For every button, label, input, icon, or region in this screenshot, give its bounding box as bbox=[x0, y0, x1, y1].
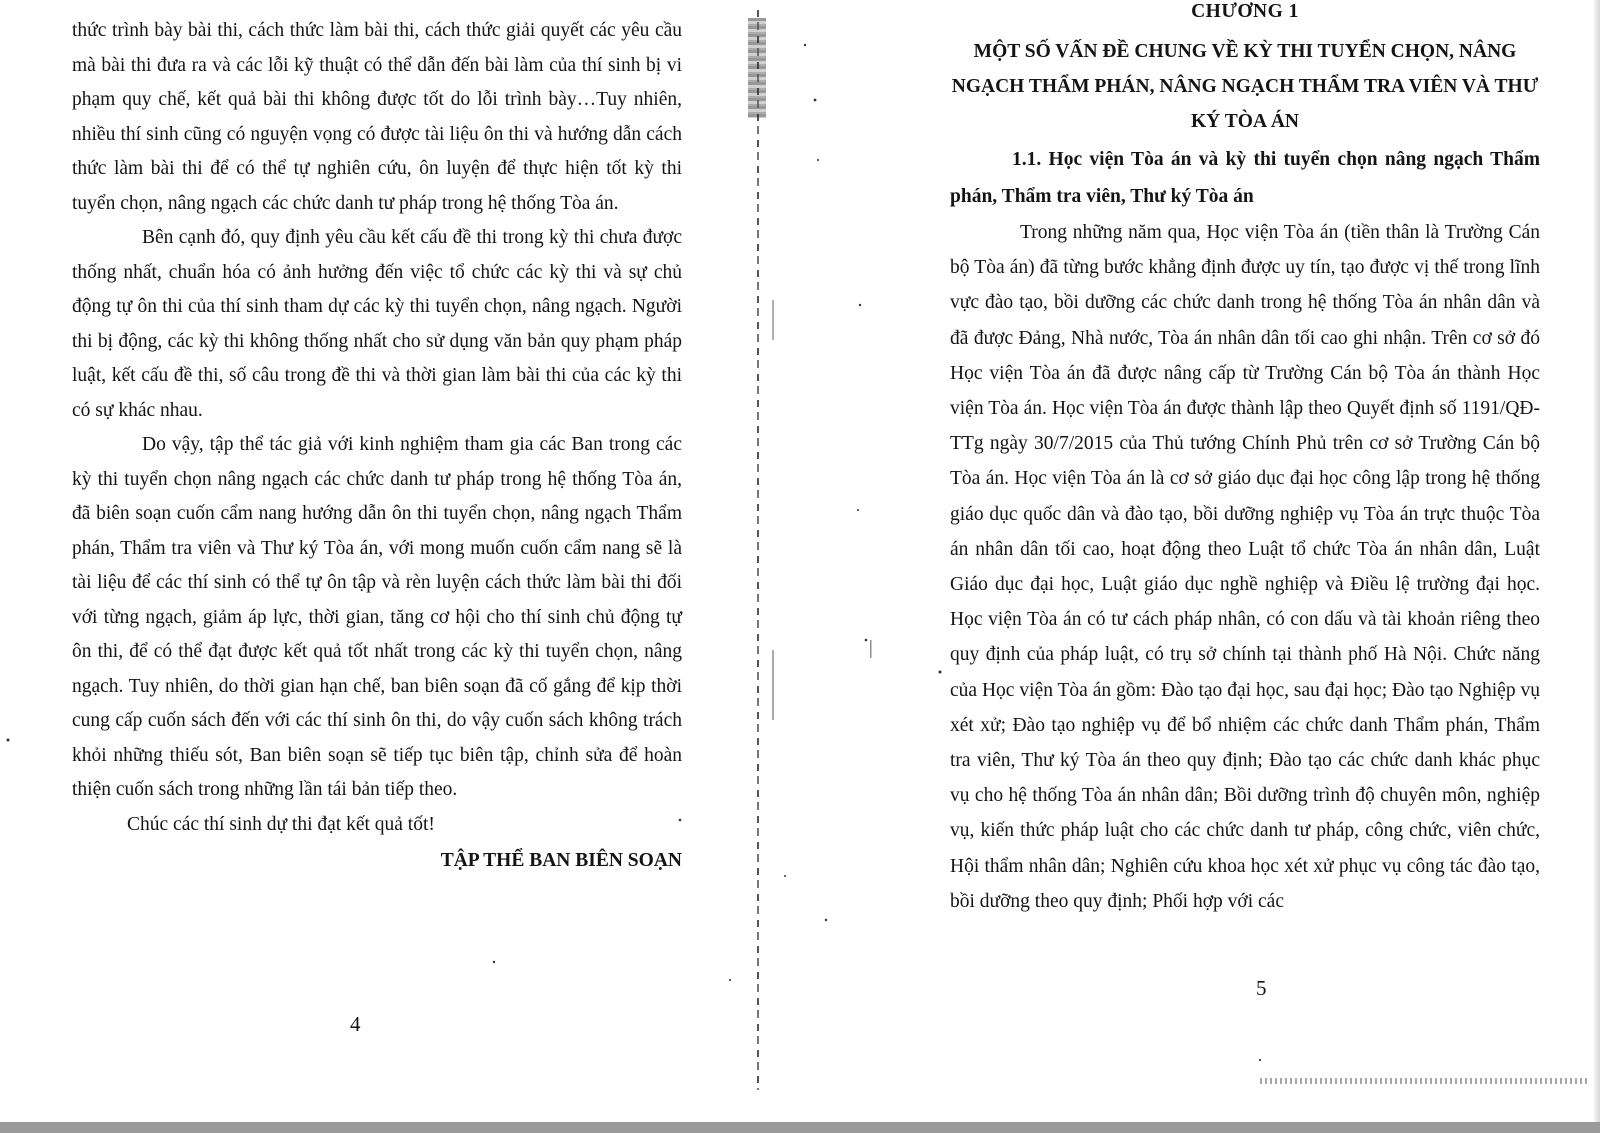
scanner-bottom-border bbox=[0, 1122, 1600, 1133]
page-number-right: 5 bbox=[1256, 976, 1267, 1000]
left-paragraph-4: Chúc các thí sinh dự thi đạt kết quả tốt! bbox=[127, 813, 435, 835]
chapter-title: MỘT SỐ VẤN ĐỀ CHUNG VỀ KỲ THI TUYỂN CHỌN, NÂNG NGẠCH THẨM PHÁN, NÂNG NGẠCH THẨM TRA VIÊN VÀ THƯ KÝ TÒA ÁN bbox=[951, 41, 1539, 132]
chapter-label: CHƯƠNG 1 bbox=[1191, 1, 1299, 22]
signature: TẬP THỂ BAN BIÊN SOẠN bbox=[440, 850, 682, 871]
left-paragraph-3: Do vậy, tập thể tác giả với kinh nghiệm tham gia các Ban trong các kỳ thi tuyển chọn nâng ngạch các chức danh tư pháp trong hệ thống Tòa án, đã biên soạn cuốn cẩm nang hướng dẫn ôn thi tuyển chọn, nâng ngạch Thẩm phán, Thẩm tra viên và Thư ký Tòa án, với mong muốn cuốn cẩm nang sẽ là tài liệu để các thí sinh có thể tự ôn tập và rèn luyện cách thức làm bài thi đối với từng ngạch, giảm áp lực, thời gian, tăng cơ hội cho thí sinh chủ động tự ôn thi, để có thể đạt được kết quả tốt nhất trong các kỳ thi tuyển chọn, nâng ngạch. Tuy nhiên, do thời gian hạn chế, ban biên soạn đã cố gắng để kịp thời cung cấp cuốn sách đến với các thí sinh ôn thi, do vậy cuốn sách không trách khỏi những thiếu sót, Ban biên soạn sẽ tiếp tục biên tập, chỉnh sửa để hoàn thiện cuốn sách trong những lần tái bản tiếp theo. bbox=[72, 434, 682, 800]
page-edge-shadow bbox=[1594, 0, 1600, 1122]
page-number-left: 4 bbox=[350, 1012, 361, 1036]
right-body-paragraph: Trong những năm qua, Học viện Tòa án (tiền thân là Trường Cán bộ Tòa án) đã từng bước khẳng định được uy tín, tạo được vị thế trong lĩnh vực đào tạo, bồi dưỡng các chức danh trong hệ thống Tòa án nhân dân và đã được Đảng, Nhà nước, Tòa án nhân dân tối cao ghi nhận. Trên cơ sở đó Học viện Tòa án đã được nâng cấp từ Trường Cán bộ Tòa án thành Học viện Tòa án. Học viện Tòa án được thành lập theo Quyết định số 1191/QĐ-TTg ngày 30/7/2015 của Thủ tướng Chính Phủ trên cơ sở Trường Cán bộ Tòa án. Học viện Tòa án là cơ sở giáo dục đại học công lập trong hệ thống giáo dục quốc dân và đào tạo, bồi dưỡng nghiệp vụ Tòa án trực thuộc Tòa án nhân dân tối cao, hoạt động theo Luật tổ chức Tòa án nhân dân, Luật Giáo dục đại học, Luật giáo dục nghề nghiệp và Điều lệ trường đại học. Học viện Tòa án có tư cách pháp nhân, có con dấu và tài khoản riêng theo quy định của pháp luật, có trụ sở chính tại thành phố Hà Nội. Chức năng của Học viện Tòa án gồm: Đào tạo đại học, sau đại học; Đào tạo Nghiệp vụ xét xử; Đào tạo nghiệp vụ để bổ nhiệm các chức danh Thẩm phán, Thẩm tra viên, Thư ký Tòa án theo quy định; Đào tạo các chức danh khác phục vụ cho hệ thống Tòa án nhân dân; Bồi dưỡng trình độ chuyên môn, nghiệp vụ, kiến thức pháp luật cho các chức danh tư pháp, công chức, viên chức, Hội thẩm nhân dân; Nghiên cứu khoa học xét xử phục vụ công tác đào tạo, bồi dưỡng theo quy định; Phối hợp với các bbox=[950, 222, 1540, 912]
left-paragraph-1: thức trình bày bài thi, cách thức làm bài thi, cách thức giải quyết các yêu cầu mà bài thi đưa ra và các lỗi kỹ thuật có thể dẫn đến bài làm của thí sinh bị vi phạm quy chế, kết quả bài thi không được tốt do lỗi trình bày…Tuy nhiên, nhiều thí sinh cũng có nguyện vọng có được tài liệu ôn thi và hướng dẫn cách thức làm bài thi để có thể tự nghiên cứu, ôn luyện để thực hiện tốt kỳ thi tuyển chọn, nâng ngạch các chức danh tư pháp trong hệ thống Tòa án. bbox=[72, 20, 682, 214]
scan-noise-strip bbox=[1260, 1078, 1590, 1084]
section-heading: 1.1. Học viện Tòa án và kỳ thi tuyển chọn nâng ngạch Thẩm phán, Thẩm tra viên, Thư ký Tòa án bbox=[950, 149, 1540, 207]
left-paragraph-2: Bên cạnh đó, quy định yêu cầu kết cấu đề thi trong kỳ thi chưa được thống nhất, chuẩn hóa có ảnh hưởng đến việc tổ chức các kỳ thi và sự chủ động tự ôn thi của thí sinh tham dự các kỳ thi tuyển chọn, nâng ngạch. Người thi bị động, các kỳ thi không thống nhất cho sử dụng văn bản quy phạm pháp luật, kết cấu đề thi, số câu trong đề thi và thời gian làm bài thi của các kỳ thi có sự khác nhau. bbox=[72, 227, 682, 421]
